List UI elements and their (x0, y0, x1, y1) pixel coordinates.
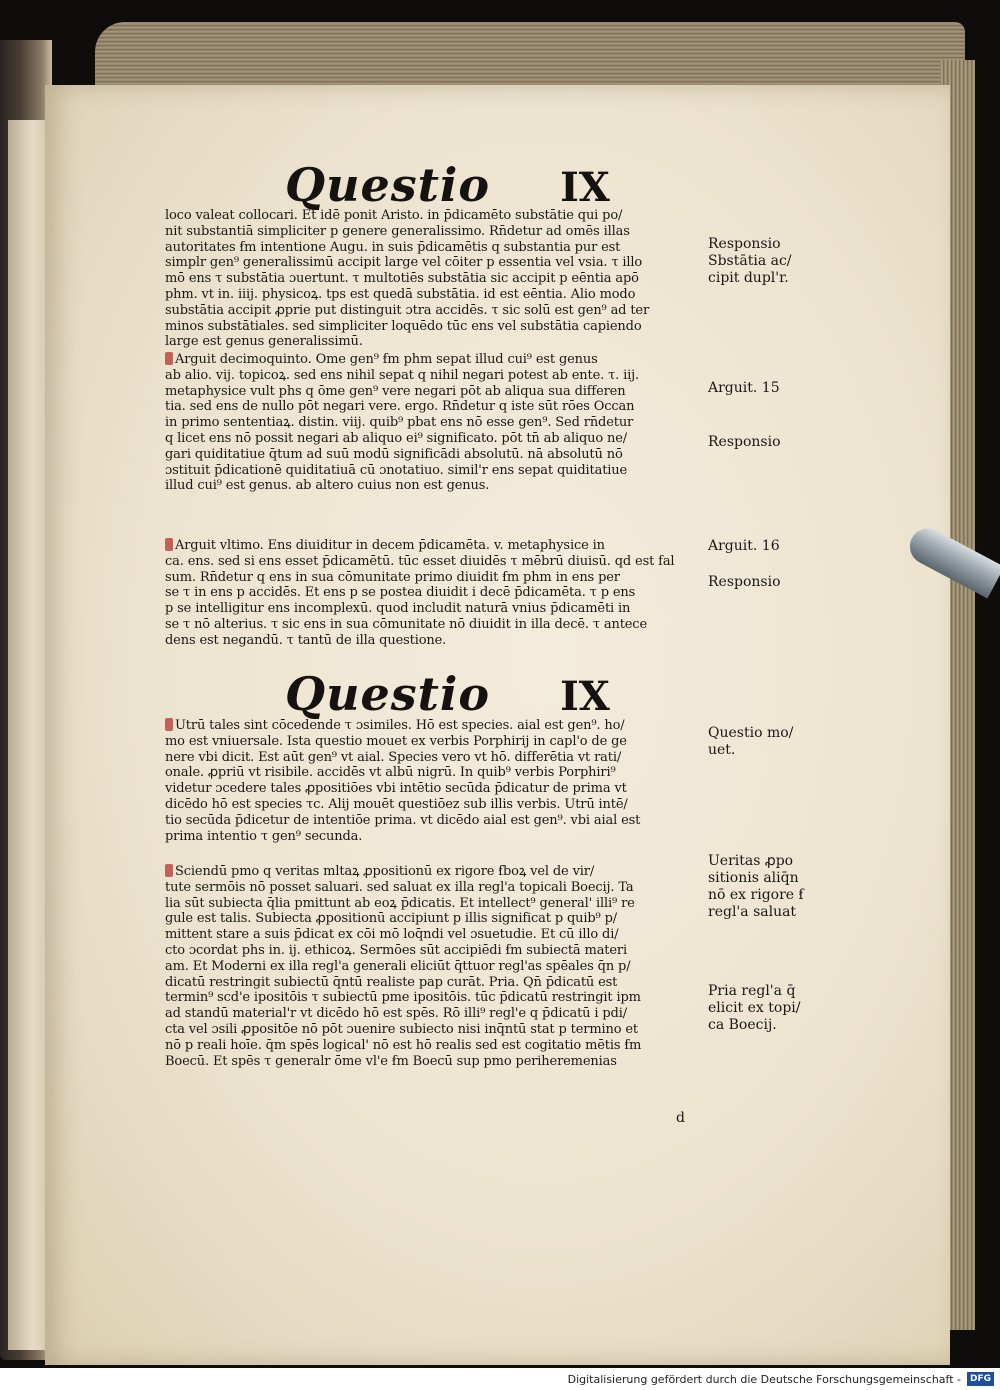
text-line (165, 399, 705, 415)
text-line (165, 864, 705, 880)
signature-mark: d (676, 1110, 685, 1126)
text-line (165, 911, 705, 927)
text-line-content: gule est talis. Subiecta ꝓpositionū accipiunt p illis significat p quib⁹ p/ (165, 911, 617, 927)
text-line (165, 368, 705, 384)
text-line-content: substātia accipit ꝓprie put distinguit ɔtra accidēs. τ sic solū est gen⁹ ad ter (165, 302, 650, 318)
text-block-3 (165, 538, 705, 649)
text-line (165, 1006, 705, 1022)
text-line-content: ɔstituit p̄dicationē quiditatiuā cū ɔnotatiuo. simil'r ens sepat quiditatiue (165, 462, 628, 478)
heading-number: IX (560, 673, 610, 720)
footer-bar (0, 1368, 1000, 1390)
text-line-content: ad standū material'r vt dicēdo hō est spēs. Rō illi⁹ regl'e q p̄dicatū i pdi/ (165, 1006, 627, 1022)
text-line-content: se τ nō alterius. τ sic ens in sua cōmunitate nō diuidit in illa decē. τ antece (165, 616, 647, 632)
text-line-content: phm. vt in. iiij. physicoꝝ. tps est quedā substātia. id est eēntia. Alio modo (165, 286, 636, 302)
text-line-content: termin⁹ scd'e ipositōis τ subiectū pme ipositōis. tūc p̄dicatū restringit ipm (165, 990, 641, 1006)
text-line-content: nō p reali hoīe. q̄m spēs logical' nō est hō realis sed est cogitatio mētis ẜm (165, 1037, 642, 1053)
margin-note-line: ca Boecij. (708, 1017, 777, 1033)
margin-note-line: Responsio (708, 434, 781, 450)
text-line-content: nit substantiā simpliciter p genere generalissimo. Rn̄detur ad omēs illas (165, 223, 630, 239)
text-line-content: simplr gen⁹ generalissimū accipit large vel cōiter p essentia vel vsia. τ illo (165, 255, 643, 271)
text-line (165, 554, 705, 570)
text-line-content: autoritates ẜm intentione Augu. in suis p̄dicamētis q substantia pur est (165, 239, 621, 255)
margin-note-line: regl'a saluat (708, 904, 797, 920)
text-line-content: Utrū tales sint cōcedende τ ɔsimiles. Hō est species. aial est gen⁹. ho/ (175, 718, 625, 733)
text-line (165, 781, 705, 797)
text-line-content: tio secūda p̄dicetur de intentiōe prima. vt dicēdo aial est gen⁹. vbi aial est (165, 812, 641, 828)
margin-note-responsio-2 (708, 434, 808, 451)
text-line-content: q licet ens nō possit negari ab aliquo ei⁹ significato. pōt tn̄ ab aliquo ne/ (165, 430, 628, 446)
text-line (165, 352, 705, 368)
text-line (165, 208, 705, 224)
margin-note-responsio-3 (708, 574, 808, 591)
heading-word: Questio (285, 158, 491, 212)
text-line-content: Arguit vltimo. Ens diuiditur in decem p̄dicamēta. v. metaphysice in (175, 538, 605, 553)
margin-note-veritas (708, 853, 808, 921)
margin-note-line: nō ex rigore ẜ (708, 887, 804, 903)
text-line (165, 384, 705, 400)
margin-note-line: Pria regl'a q̄ (708, 983, 796, 999)
text-line-content: dens est negandū. τ tantū de illa questione. (165, 632, 447, 648)
text-line (165, 1022, 705, 1038)
text-line (165, 990, 705, 1006)
text-line-content: sum. Rn̄detur q ens in sua cōmunitate primo diuidit ẜm phm in ens per (165, 569, 620, 585)
text-line-content: p se intelligitur ens incomplexū. quod includit naturā vnius p̄dicamēti in (165, 601, 631, 617)
text-line-content: mittent stare a suis p̄dicat ex cōi mō loq̄ndi vel ɔsuetudie. Et cū illo di/ (165, 927, 619, 943)
text-line-content: loco valeat collocari. Et idē ponit Aristo. in p̄dicamēto substātie qui po/ (165, 208, 623, 223)
rubric-mark (165, 538, 173, 551)
margin-note-responsio (708, 236, 808, 287)
text-line (165, 734, 705, 750)
text-line (165, 303, 705, 319)
text-line (165, 797, 705, 813)
text-line (165, 478, 705, 494)
text-line-content: ab alio. vij. topicoꝝ. sed ens nihil sepat q nihil negari potest ab ente. τ. iij. (165, 367, 639, 383)
text-line (165, 224, 705, 240)
text-line-content: se τ in ens p accidēs. Et ens p se postea diuidit i decē p̄dicamēta. τ p ens (165, 585, 636, 601)
text-line-content: large est genus generalissimū. (165, 334, 363, 350)
margin-note-line: Questio mo/ (708, 725, 794, 741)
rubric-mark (165, 718, 173, 731)
margin-note-line: Responsio (708, 574, 781, 590)
text-line (165, 287, 705, 303)
text-line-content: dicatū restringit subiectū q̄ntū realiste pap curāt. Pria. Qn̄ p̄dicatū est (165, 974, 618, 990)
margin-note-arguit-15 (708, 380, 808, 397)
text-line-content: tute sermōis nō posset saluari. sed saluat ex illa regl'a topicali Boecij. Ta (165, 879, 634, 895)
text-line-content: Boecū. Et spēs τ generalr ōme vl'e ẜm Boecū sup pmo periheremenias (165, 1053, 617, 1069)
text-line (165, 240, 705, 256)
heading-word: Questio (285, 667, 491, 721)
dfg-logo: DFG (967, 1372, 994, 1386)
text-line (165, 334, 705, 350)
text-line (165, 959, 705, 975)
text-line-content: dicēdo hō est species τc. Alij mouēt questiōez sub illis verbis. Utrū intē/ (165, 796, 628, 812)
margin-note-arguit-16 (708, 538, 808, 555)
text-block-4 (165, 718, 705, 844)
text-line (165, 447, 705, 463)
margin-note-line: Arguit. 16 (708, 538, 780, 554)
text-line (165, 570, 705, 586)
rubric-mark (165, 864, 173, 877)
margin-note-line: Sbstātia ac/ (708, 253, 792, 269)
facing-page-edge (8, 120, 48, 1350)
text-line-content: videtur ɔcedere tales ꝓpositiōes vbi intētio secūda p̄dicatur de prima vt (165, 781, 627, 797)
heading-number: IX (560, 164, 610, 211)
margin-note-line: Ueritas ꝓpo (708, 853, 794, 869)
text-line-content: gari quiditatiue q̄tum ad suū modū significādi absolutū. nā absolutū nō (165, 446, 623, 462)
text-line (165, 975, 705, 991)
text-line (165, 896, 705, 912)
text-line (165, 633, 705, 649)
text-line (165, 765, 705, 781)
text-line (165, 271, 705, 287)
text-line (165, 813, 705, 829)
text-line (165, 415, 705, 431)
text-line-content: mo est vniuersale. Ista questio mouet ex verbis Porphirij in capl'o de ge (165, 733, 627, 749)
margin-note-questio-mouet (708, 725, 808, 759)
text-line-content: minos substātiales. sed simpliciter loquēdo tūc ens vel substātia capiendo (165, 318, 642, 334)
text-line (165, 718, 705, 734)
text-line-content: cto ɔcordat phs in. ij. ethicoꝝ. Sermōes sūt accipiēdi ẜm subiectā materi (165, 942, 627, 958)
text-line (165, 750, 705, 766)
text-line (165, 829, 705, 845)
text-line-content: am. Et Moderni ex illa regl'a generali eliciūt q̄ttuor regl'as spēales q̄n p/ (165, 958, 631, 974)
text-line-content: Arguit decimoquinto. Ōme gen⁹ ẜm phm sepat illud cui⁹ est genus (175, 352, 598, 367)
text-line (165, 880, 705, 896)
text-line (165, 255, 705, 271)
text-line (165, 617, 705, 633)
margin-note-line: cipit dupl'r. (708, 270, 789, 286)
text-line-content: nere vbi dicit. Est aūt gen⁹ vt aial. Species vero vt hō. differētia vt rati/ (165, 749, 622, 765)
margin-note-line: Responsio (708, 236, 781, 252)
text-line (165, 463, 705, 479)
text-line-content: cta vel ɔsili ꝓpositōe nō pōt ɔuenire subiecto nisi inq̄ntū stat p termino et (165, 1021, 638, 1037)
text-line-content: metaphysice vult phs q ōme gen⁹ vere negari pōt ab aliqua sua differen (165, 383, 626, 399)
text-line-content: lia sūt subiecta q̄lia pmittunt ab eoꝝ p̄dicatis. Et intellect⁹ general' illi⁹ re (165, 895, 635, 911)
text-line-content: tia. sed ens de nullo pōt negari vere. ergo. Rn̄detur q iste sūt rōes Occan (165, 399, 635, 415)
text-line (165, 601, 705, 617)
text-line-content: ca. ens. sed si ens esset p̄dicamētū. tūc esset diuidēs τ mēbrū diuisū. qd est fal (165, 553, 675, 569)
margin-note-line: sitionis aliq̄n (708, 870, 799, 886)
text-line (165, 585, 705, 601)
text-block-2 (165, 352, 705, 494)
text-line (165, 1054, 705, 1070)
text-line-content: in primo sententiaꝝ. distin. viij. quib⁹ pbat ens nō esse gen⁹. Sed rn̄detur (165, 415, 634, 431)
text-block-5 (165, 864, 705, 1069)
text-line (165, 927, 705, 943)
text-line-content: mō ens τ substātia ɔuertunt. τ multotiēs substātia sic accipit p eēntia apō (165, 271, 639, 287)
book-top-edge (95, 22, 965, 92)
text-line-content: illud cui⁹ est genus. ab altero cuius non est genus. (165, 478, 490, 494)
text-line (165, 943, 705, 959)
margin-note-line: Arguit. 15 (708, 380, 780, 396)
text-line-content: onale. ꝓpriū vt risibile. accidēs vt albū nigrū. In quib⁹ verbis Porphiri⁹ (165, 765, 616, 781)
text-line (165, 431, 705, 447)
margin-note-prima-regula (708, 983, 808, 1034)
margin-note-line: elicit ex topi/ (708, 1000, 801, 1016)
text-line (165, 1038, 705, 1054)
footer-text: Digitalisierung gefördert durch die Deutsche Forschungsgemeinschaft - (567, 1372, 961, 1386)
text-block-1 (165, 208, 705, 350)
margin-note-line: uet. (708, 742, 736, 758)
text-line (165, 538, 705, 554)
text-line (165, 319, 705, 335)
text-line-content: prima intentio τ gen⁹ secunda. (165, 828, 363, 844)
text-line-content: Sciendū pmo q veritas mltaꝝ ꝓpositionū ex rigore ẜboꝝ vel de vir/ (175, 864, 595, 879)
rubric-mark (165, 352, 173, 365)
